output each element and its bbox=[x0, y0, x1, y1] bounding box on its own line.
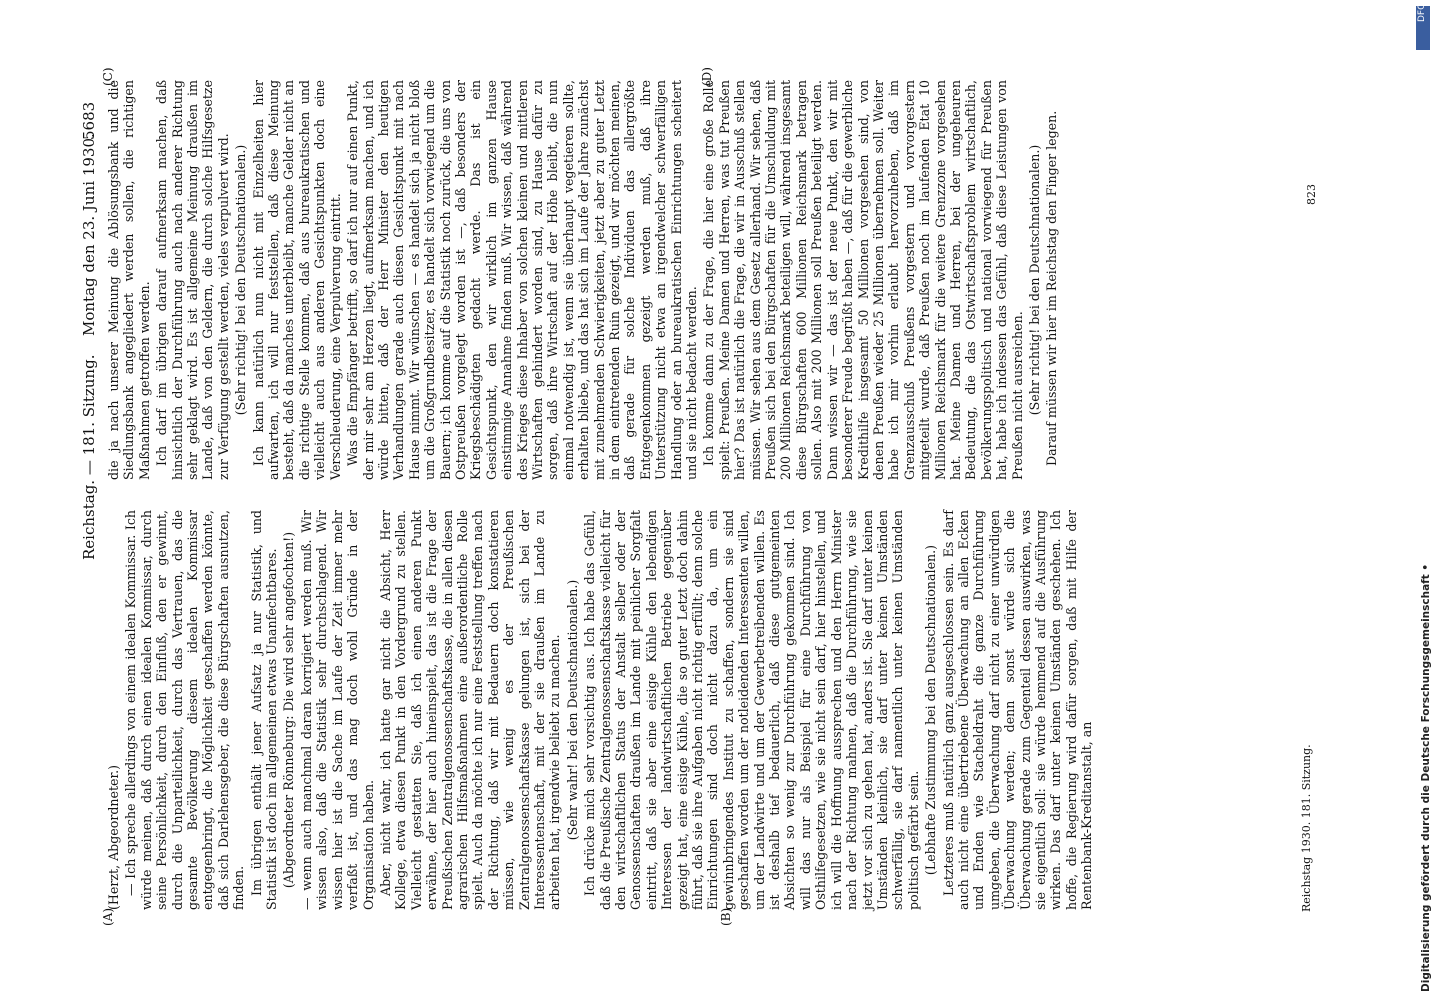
paragraph: Im übrigen enthält jener Aufsatz ja nur Statistik, und Statistik ist doch im allgemeinen etwas Unanfechtbares. bbox=[248, 510, 280, 910]
text-column-right bbox=[106, 80, 1306, 480]
paragraph: Darauf müssen wir hier im Reichstag den Finger legen. bbox=[1044, 110, 1060, 466]
text-column-left bbox=[106, 510, 1306, 910]
margin-mark-b: (B) bbox=[719, 907, 733, 926]
margin-mark-a: (A) bbox=[101, 907, 115, 926]
interjection: (Sehr wahr! bei den Deutschnationalen.) bbox=[564, 579, 580, 841]
running-header-date: Montag den 23. Juni 1930. bbox=[80, 133, 98, 336]
running-header-left: Reichstag. — 181. Sitzung. bbox=[80, 354, 98, 560]
paragraph: — wenn auch manchmal daran korrigiert werden muß. Wir wissen also, daß die Statistik sehr durchschlagend. Wir wissen hier ist die Sache im Laufe der Zeit immer mehr verfaßt ist, und das mag doch wohl Gründe in der Organisation haben. bbox=[298, 510, 376, 910]
interjection: (Sehr richtig! bei den Deutschnationalen.) bbox=[1026, 144, 1042, 416]
paragraph: Aber, nicht wahr, ich hatte gar nicht die Absicht, Herr Kollege, etwa diesen Punkt in den Vordergrund zu stellen. Vielleicht gestatten Sie, daß ich einen anderen Punkt erwähne, der hier auch hineinspielt, das ist die Frage der Preußischen Zentralgenossenschaftskasse, die in allen diesen agrarischen Hilfsmaßnahmen eine außerordentliche Rolle spielt. Auch da möchte ich nur eine Feststellung treffen nach der Richtung, daß wir mit Bedauern doch konstatieren müssen, wie wenig es der Preußischen Zentralgenossenschaftskasse gelungen ist, sich bei der Interessentenschaft, mit der sie draußen im Lande zu arbeiten hat, irgendwie beliebt zu machen. bbox=[377, 510, 563, 910]
paragraph: Was die Empfänger betrifft, so darf ich nur auf einen Punkt, der mir sehr am Herzen liegt, aufmerksam machen, und ich würde bitten, daß der Herr Minister den heutigen Verhandlungen gerade auch diesen Gesichtspunkt mit nach Hause nimmt. Wir wünschen — es handelt sich ja nicht bloß um die Großgrundbesitzer, es handelt sich vorwiegend um die Bauern; ich komme auf die Statistik noch zurück, die uns von Ostpreußen vorgelegt worden ist —, daß besonders der Kriegsbeschädigten gedacht werde. Das ist ein Gesichtspunkt, den wir wirklich im ganzen Hause einstimmige Annahme finden muß. Wir wissen, daß während des Krieges diese Inhaber von solchen kleinen und mittleren Wirtschaften gehindert worden sind, zu Hause dafür zu sorgen, daß ihre Wirtschaft auf der Höhe bleibt, die nun einmal notwendig ist, wenn sie überhaupt vegetieren sollte, erhalten bliebe, und das hat sich im Laufe der Jahre zunächst mit zunehmenden Schwierigkeiten, jetzt aber zu guter Letzt in dem eintretenden Ruin gezeigt, und wir möchten meinen, daß gerade für solche Individuen das allergrößte Entgegenkommen gezeigt werden muß, daß ihre Unterstützung nicht etwa an irgendwelcher schwerfälligen Handlung oder an bureaukratischen Einrichtungen scheitert und sie nicht bedacht werden. bbox=[345, 80, 700, 480]
interjection: (Abgeordneter Rönneburg: Die wird sehr angefochten!) bbox=[281, 531, 297, 889]
page-number: 5683 bbox=[80, 101, 98, 140]
paragraph: Ich kann natürlich nun nicht mit Einzelheiten hier aufwarten, ich will nur feststellen, daß diese Meinung besteht, daß da manches unterbleibt, manche Gelder nicht an die richtige Stelle kommen, daß aus bureaukratischen und vielleicht auch aus anderen Gesichtspunkten doch eine Verschleuderung, eine Verpulverung eintritt. bbox=[250, 80, 343, 480]
footer-page-code: 823 bbox=[1305, 184, 1318, 205]
paragraph: (Herzt, Abgeordneter.) bbox=[106, 764, 121, 910]
paragraph: die ja nach unserer Meinung die Ablösungsbank und die Siedlungsbank angegliedert werden sollen, die richtigen Maßnahmen getroffen werden. bbox=[106, 80, 152, 480]
interjection: (Sehr richtig! bei den Deutschnationalen.) bbox=[233, 144, 249, 416]
footer-sitting-note: Reichstag 1930. 181. Sitzung. bbox=[1300, 744, 1313, 912]
margin-mark-c: (C) bbox=[101, 67, 115, 86]
paragraph: — Ich spreche allerdings von einem idealen Kommissar. Ich würde meinen, daß durch einen idealen Kommissar, durch seine Persönlichkeit, durch den Einfluß, den er gewinnt, durch die Unparteilichkeit, durch das Vertrauen, das die gesamte Bevölkerung diesem idealen Kommissar entgegenbringt, die Möglichkeit geschaffen werden könnte, daß sich Darlehensgeber, die diese Bürgschaften ausnutzen, finden. bbox=[123, 510, 247, 910]
dfg-logo-text: DFG bbox=[1417, 2, 1427, 22]
digitization-credit: Digitalisierung gefördert durch die Deutsche Forschungsgemeinschaft • bbox=[1420, 563, 1432, 992]
margin-mark-d: (D) bbox=[700, 67, 714, 86]
paragraph: Letzteres muß natürlich ganz ausgeschlossen sein. Es darf auch nicht eine übertriebene Überwachung an allen Ecken und Enden wie Stacheldraht die ganze Durchführung umgeben, die Überwachung darf nicht zu einer unwürdigen Überwachung werden; denn sonst würde sich die Überwachung gerade zum Gegenteil dessen auswirken, was sie eigentlich soll: sie würde hemmend auf die Ausführung wirken. Das darf unter keinen Umständen geschehen. Ich hoffe, die Regierung wird dafür sorgen, daß mit Hilfe der Rentenbank-Kreditanstalt, an bbox=[940, 510, 1095, 910]
dfg-logo bbox=[1416, 2, 1430, 50]
interjection: (Lebhafte Zustimmung bei den Deutschnationalen.) bbox=[923, 544, 939, 876]
paragraph: Ich drücke mich sehr vorsichtig aus. Ich habe das Gefühl, daß die Preußische Zentralgenossenschaftskasse vielleicht für den wirtschaftlichen Status der Anstalt selber oder der Genossenschaften draußen im Lande mit peinlicher Sorgfalt eintritt, daß sie aber eine eisige Kühle den lebendigen Interessen der landwirtschaftlichen Betriebe gegenüber gezeigt hat, eine eisige Kühle, die so guter Letzt doch dahin führt, daß sie ihre Aufgaben nicht richtig erfüllt; denn solche Einrichtungen sind doch nicht dazu da, um ein gewinnbringendes Institut zu schaffen, sondern sie sind geschaffen worden um der notleidenden Interessenten willen, um der Landwirte und um der Gewerbetreibenden willen. Es ist deshalb tief bedauerlich, daß diese gutgemeinten Absichten so wenig zur Durchführung gekommen sind. Ich will das nur als Beispiel für eine Durchführung von Osthilfegesetzen, wie sie nicht sein darf, hier hinstellen, und ich will die Hoffnung aussprechen und den Herrn Minister nach der Richtung mahnen, daß die Durchführung, wie sie jetzt vor sich zu gehen hat, anders ist. Sie darf unter keinen Umständen kleinlich, sie darf unter keinen Umständen schwerfällig, sie darf namentlich unter keinen Umständen politisch gefärbt sein. bbox=[582, 510, 921, 910]
paragraph: Ich komme dann zu der Frage, die hier eine große Rolle spielt: Preußen. Meine Damen und Herren, was tut Preußen hier? Das ist natürlich die Frage, die wir in Ausschuß stellen müssen. Wir sehen aus dem Gesetz allerhand. Wir sehen, daß Preußen sich bei den Bürgschaften für die Umschuldung mit 200 Millionen Reichsmark beteiligen will, während insgesamt diese Bürgschaften 600 Millionen Reichsmark betragen sollen. Also mit 200 Millionen soll Preußen beteiligt werden. Dann wissen wir — das ist der neue Punkt, den wir mit besonderer Freude begrüßt haben —, daß für die gewerbliche Kredithilfe insgesamt 50 Millionen vorgesehen sind, von denen Preußen wieder 25 Millionen übernehmen soll. Weiter habe ich mir vorhin erlaubt hervorzuheben, daß im Grenzausschuß Preußens vorgestern und vorvorgestern mitgeteilt wurde, daß Preußen noch im laufenden Etat 10 Millionen Reichsmark für die weitere Grenzzone vorgesehen hat. Meine Damen und Herren, bei der ungeheuren Bedeutung, die das Ostwirtschaftsproblem wirtschaftlich, bevölkerungspolitisch und national vorwiegend für Preußen hat, habe ich indessen das Gefühl, daß diese Leistungen von Preußen nicht ausreichen. bbox=[701, 80, 1025, 480]
paragraph: Ich darf im übrigen darauf aufmerksam machen, daß hinsichtlich der Durchführung auch nach anderer Richtung sehr geklagt wird. Es ist allgemeine Meinung draußen im Lande, daß von den Geldern, die durch solche Hilfsgesetze zur Verfügung gestellt werden, vieles verpulvert wird. bbox=[154, 80, 231, 480]
